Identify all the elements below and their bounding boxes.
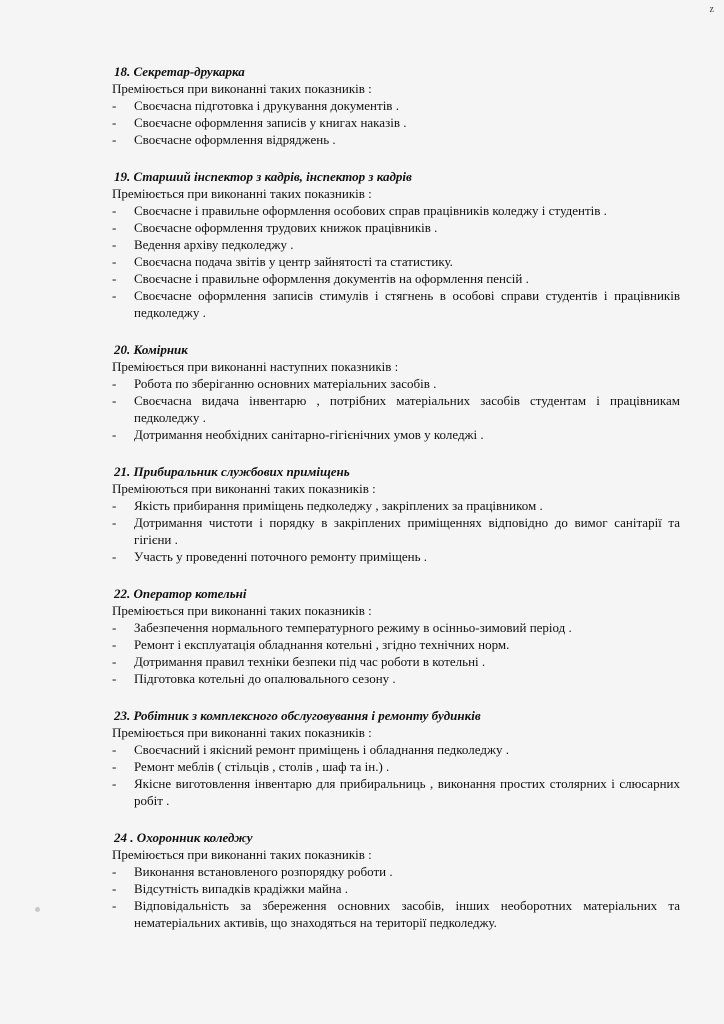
criteria-item	[112, 497, 680, 514]
section-title: 19. Старший інспектор з кадрів, інспектор з кадрів	[114, 169, 412, 184]
criteria-list	[112, 375, 680, 443]
list-dash: -	[112, 132, 117, 147]
criteria-list	[112, 202, 680, 321]
section-intro: Преміюється при виконанні наступних показників :	[112, 359, 399, 374]
criteria-item	[112, 114, 680, 131]
criteria-text: Ведення архіву педколеджу .	[134, 237, 294, 252]
section-title: 18. Секретар-друкарка	[114, 64, 245, 79]
criteria-text: Своєчасне оформлення відряджень .	[134, 132, 336, 147]
criteria-item	[112, 202, 680, 219]
criteria-item	[112, 287, 680, 321]
criteria-list	[112, 863, 680, 931]
list-dash: -	[112, 654, 117, 669]
list-dash: -	[112, 393, 117, 408]
criteria-text: Робота по зберіганню основних матеріальних засобів .	[134, 376, 437, 391]
criteria-text: Своєчасна подача звітів у центр зайнятості та статистику.	[134, 254, 453, 269]
criteria-text: Якісне виготовлення інвентарю для прибиральниць , виконання простих столярних і слюсарних робіт .	[134, 776, 680, 808]
list-dash: -	[112, 203, 117, 218]
criteria-text: Своєчасне оформлення записів стимулів і стягнень в особові справи студентів і працівників педколеджу .	[134, 288, 680, 320]
document-section	[112, 63, 680, 148]
criteria-item	[112, 219, 680, 236]
criteria-text: Своєчасне оформлення трудових книжок працівників .	[134, 220, 438, 235]
corner-mark: z	[709, 4, 714, 15]
criteria-text: Якість прибирання приміщень педколеджу , закріплених за працівником .	[134, 498, 543, 513]
section-intro: Преміюється при виконанні таких показників :	[112, 603, 372, 618]
criteria-item	[112, 426, 680, 443]
criteria-text: Ремонт меблів ( стільців , столів , шаф та ін.) .	[134, 759, 390, 774]
document-section	[112, 463, 680, 565]
list-dash: -	[112, 376, 117, 391]
criteria-text: Своєчасне і правильне оформлення документів на оформлення пенсій .	[134, 271, 529, 286]
list-dash: -	[112, 220, 117, 235]
list-dash: -	[112, 549, 117, 564]
list-dash: -	[112, 742, 117, 757]
criteria-item	[112, 758, 680, 775]
list-dash: -	[112, 898, 117, 913]
criteria-item	[112, 375, 680, 392]
criteria-item	[112, 619, 680, 636]
criteria-text: Відповідальність за збереження основних засобів, інших необоротних матеріальних та нематеріальних активів, що знаходяться на території педколеджу.	[134, 898, 680, 930]
list-dash: -	[112, 98, 117, 113]
criteria-item	[112, 548, 680, 565]
criteria-item	[112, 775, 680, 809]
list-dash: -	[112, 881, 117, 896]
criteria-item	[112, 236, 680, 253]
criteria-text: Виконання встановленого розпорядку роботи .	[134, 864, 393, 879]
criteria-list	[112, 97, 680, 148]
section-intro: Преміюється при виконанні таких показників :	[112, 847, 372, 862]
section-title: 20. Комірник	[114, 342, 188, 357]
section-intro: Преміюється при виконанні таких показників :	[112, 186, 372, 201]
section-title: 21. Прибиральник службових приміщень	[114, 464, 350, 479]
criteria-list	[112, 497, 680, 565]
criteria-item	[112, 392, 680, 426]
criteria-text: Своєчасна видача інвентарю , потрібних матеріальних засобів студентам і працівникам педколеджу .	[134, 393, 680, 425]
criteria-list	[112, 741, 680, 809]
list-dash: -	[112, 671, 117, 686]
list-dash: -	[112, 115, 117, 130]
list-dash: -	[112, 759, 117, 774]
document-section	[112, 168, 680, 321]
criteria-text: Своєчасне і правильне оформлення особових справ працівників коледжу і студентів .	[134, 203, 607, 218]
criteria-text: Участь у проведенні поточного ремонту приміщень .	[134, 549, 428, 564]
criteria-text: Своєчасне оформлення записів у книгах наказів .	[134, 115, 407, 130]
list-dash: -	[112, 864, 117, 879]
document-body	[112, 63, 680, 951]
criteria-item	[112, 897, 680, 931]
list-dash: -	[112, 427, 117, 442]
list-dash: -	[112, 637, 117, 652]
criteria-text: Дотримання необхідних санітарно-гігієнічних умов у коледжі .	[134, 427, 484, 442]
criteria-item	[112, 270, 680, 287]
list-dash: -	[112, 776, 117, 791]
section-title: 24 . Охоронник коледжу	[114, 830, 253, 845]
section-intro: Преміюється при виконанні таких показників :	[112, 725, 372, 740]
section-title: 23. Робітник з комплексного обслуговування і ремонту будинків	[114, 708, 481, 723]
criteria-text: Відсутність випадків крадіжки майна .	[134, 881, 349, 896]
criteria-text: Своєчасний і якісний ремонт приміщень і обладнання педколеджу .	[134, 742, 509, 757]
list-dash: -	[112, 271, 117, 286]
section-title: 22. Оператор котельні	[114, 586, 247, 601]
criteria-text: Своєчасна підготовка і друкування документів .	[134, 98, 399, 113]
criteria-text: Ремонт і експлуатація обладнання котельні , згідно технічних норм.	[134, 637, 510, 652]
criteria-text: Підготовка котельні до опалювального сезону .	[134, 671, 396, 686]
criteria-item	[112, 670, 680, 687]
list-dash: -	[112, 237, 117, 252]
list-dash: -	[112, 498, 117, 513]
criteria-text: Забезпечення нормального температурного режиму в осінньо-зимовий період .	[134, 620, 572, 635]
list-dash: -	[112, 288, 117, 303]
criteria-item	[112, 253, 680, 270]
document-section	[112, 829, 680, 931]
criteria-text: Дотримання чистоти і порядку в закріплених приміщеннях відповідно до вимог санітарії та гігієни .	[134, 515, 680, 547]
criteria-item	[112, 880, 680, 897]
scan-speck	[35, 907, 40, 912]
criteria-item	[112, 653, 680, 670]
criteria-item	[112, 97, 680, 114]
list-dash: -	[112, 620, 117, 635]
section-intro: Преміюються при виконанні таких показників :	[112, 481, 376, 496]
criteria-item	[112, 514, 680, 548]
criteria-item	[112, 636, 680, 653]
list-dash: -	[112, 515, 117, 530]
document-section	[112, 341, 680, 443]
document-section	[112, 707, 680, 809]
section-intro: Преміюється при виконанні таких показників :	[112, 81, 372, 96]
criteria-text: Дотримання правил техніки безпеки під час роботи в котельні .	[134, 654, 486, 669]
document-section	[112, 585, 680, 687]
criteria-list	[112, 619, 680, 687]
list-dash: -	[112, 254, 117, 269]
criteria-item	[112, 863, 680, 880]
criteria-item	[112, 741, 680, 758]
criteria-item	[112, 131, 680, 148]
